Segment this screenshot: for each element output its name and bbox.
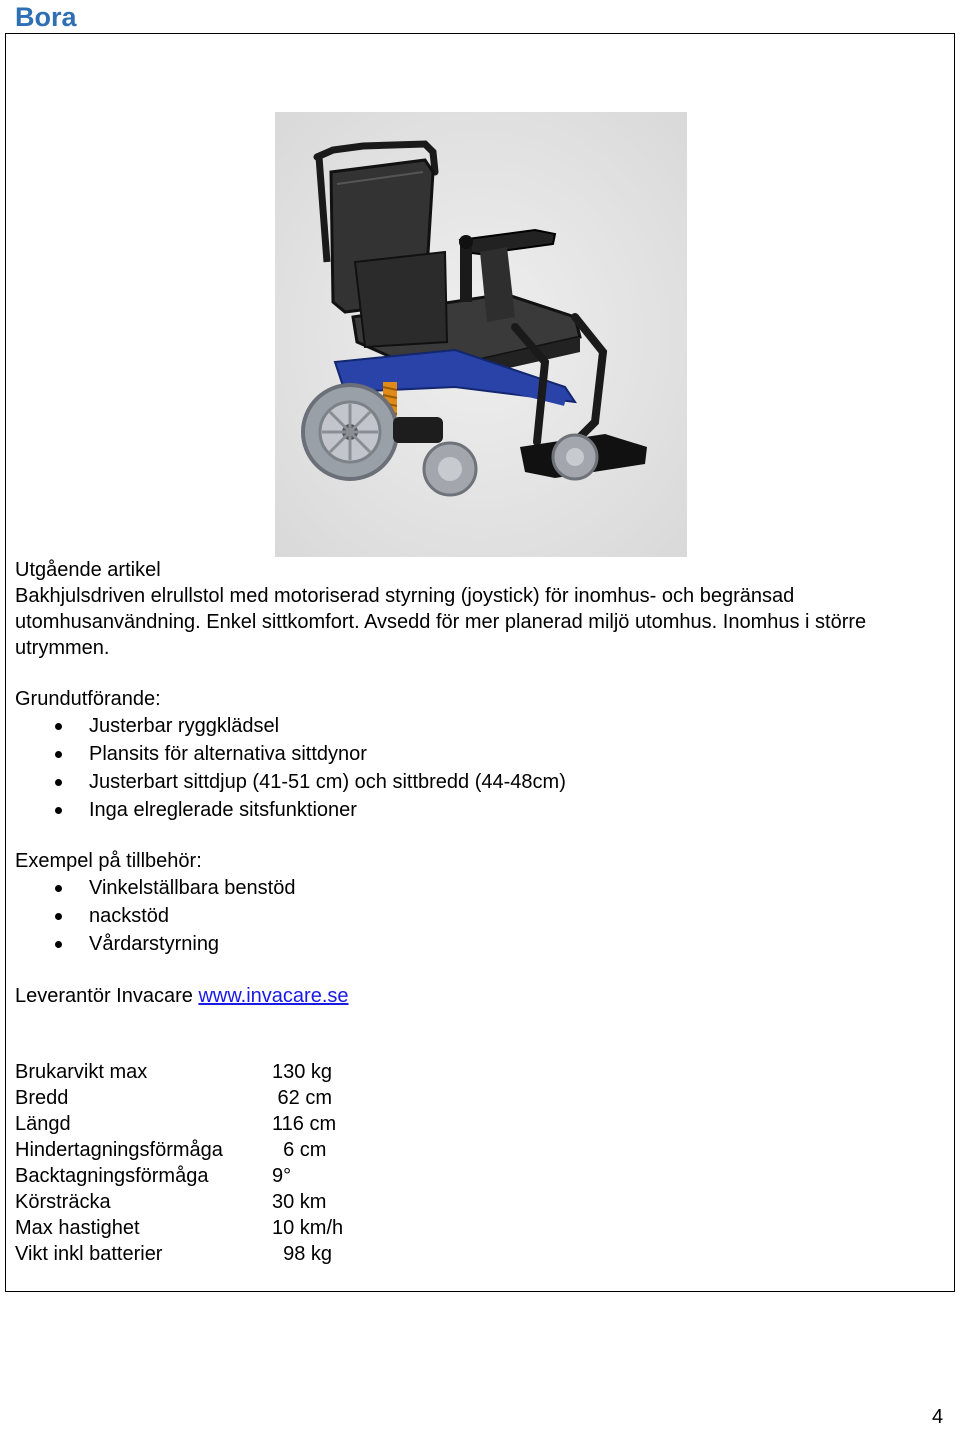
page-number: 4 — [932, 1406, 944, 1428]
supplier-link[interactable]: www.invacare.se — [198, 985, 349, 1007]
spec-value: 10 km/h — [272, 1217, 344, 1239]
spec-label: Brukarvikt max — [15, 1061, 148, 1083]
page-title: Bora — [15, 2, 77, 32]
list-item: Vinkelställbara benstöd — [15, 874, 295, 902]
basic-section — [15, 686, 566, 824]
spec-label: Vikt inkl batterier — [15, 1243, 163, 1265]
spec-label: Körsträcka — [15, 1191, 111, 1213]
spec-label: Bredd — [15, 1087, 69, 1109]
supplier-label: Leverantör Invacare — [15, 985, 193, 1007]
accessories-section — [15, 848, 295, 958]
list-item: nackstöd — [15, 902, 295, 930]
accessories-heading: Exempel på tillbehör: — [15, 850, 202, 872]
spec-value: 9° — [272, 1165, 292, 1187]
spec-value: 116 cm — [272, 1113, 337, 1135]
list-item: Plansits för alternativa sittdynor — [15, 740, 566, 768]
spec-value: 62 cm — [272, 1087, 333, 1109]
spec-label: Längd — [15, 1113, 71, 1135]
spec-label: Hindertagningsförmåga — [15, 1139, 223, 1161]
spec-value: 30 km — [272, 1191, 327, 1213]
spec-label: Backtagningsförmåga — [15, 1165, 209, 1187]
supplier-line — [15, 983, 349, 1009]
product-description — [15, 557, 935, 661]
list-item: Justerbar ryggklädsel — [15, 712, 566, 740]
list-item: Vårdarstyrning — [15, 930, 295, 958]
spec-value: 6 cm — [272, 1139, 327, 1161]
spec-value: 130 kg — [272, 1061, 333, 1083]
status-text: Utgående artikel — [15, 559, 161, 581]
description-text: Bakhjulsdriven elrullstol med motoriserad styrning (joystick) för inomhus- och begränsad utomhusanvändning. Enkel sittkomfort. Avsedd för mer planerad miljö utomhus. Inomhus i större utrymmen. — [15, 585, 867, 659]
accessories-list — [15, 874, 295, 958]
basic-heading: Grundutförande: — [15, 688, 161, 710]
basic-list — [15, 712, 566, 824]
list-item: Justerbart sittdjup (41-51 cm) och sittbredd (44-48cm) — [15, 768, 566, 796]
list-item: Inga elreglerade sitsfunktioner — [15, 796, 566, 824]
wheelchair-image — [275, 112, 687, 557]
spec-value: 98 kg — [272, 1243, 333, 1265]
spec-label: Max hastighet — [15, 1217, 140, 1239]
